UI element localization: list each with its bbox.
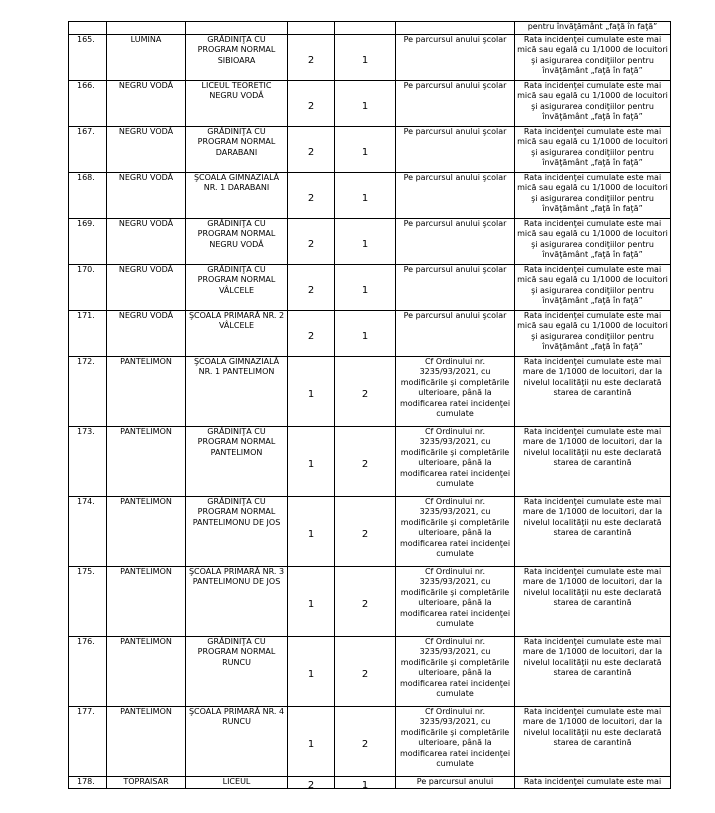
period-cell: Pe parcursul anului — [396, 777, 515, 789]
school-cell: ŞCOALA PRIMARĂ NR. 3 PANTELIMONU DE JOS — [186, 567, 288, 637]
incidence-rate-cell: Rata incidenţei cumulate este mai — [515, 777, 671, 789]
column-4-cell: 2 — [288, 81, 335, 127]
table-row — [69, 265, 671, 311]
row-number: 176. — [69, 637, 107, 707]
period-cell: Pe parcursul anului şcolar — [396, 81, 515, 127]
period-cell: Cf Ordinului nr. 3235/93/2021, cu modificările şi completările ulterioare, până la modificarea ratei incidenţei cumulate — [396, 427, 515, 497]
locality-cell: PANTELIMON — [107, 567, 186, 637]
school-cell: LICEUL — [186, 777, 288, 789]
column-5-cell: 1 — [335, 173, 396, 219]
table-row — [69, 497, 671, 567]
incidence-rate-cell: Rata incidenţei cumulate este mai mare de 1/1000 de locuitori, dar la nivelul localităţii nu este declarată starea de carantină — [515, 637, 671, 707]
school-cell: ŞCOALA GIMNAZIALĂ NR. 1 PANTELIMON — [186, 357, 288, 427]
column-5-cell: 2 — [335, 707, 396, 777]
row-number: 174. — [69, 497, 107, 567]
period-cell: Pe parcursul anului şcolar — [396, 127, 515, 173]
period-cell — [396, 22, 515, 35]
schools-table — [68, 21, 671, 789]
row-number: 178. — [69, 777, 107, 789]
school-cell: LICEUL TEORETIC NEGRU VODĂ — [186, 81, 288, 127]
table-row — [69, 427, 671, 497]
school-cell: ŞCOALA PRIMARĂ NR. 4 RUNCU — [186, 707, 288, 777]
locality-cell: NEGRU VODĂ — [107, 127, 186, 173]
locality-cell: LUMINA — [107, 35, 186, 81]
row-number: 173. — [69, 427, 107, 497]
table-row — [69, 637, 671, 707]
column-4-cell — [288, 22, 335, 35]
incidence-rate-cell: Rata incidenţei cumulate este mai mică sau egală cu 1/1000 de locuitori şi asigurarea condiţiilor pentru învăţământ „faţă în faţă” — [515, 127, 671, 173]
column-4-cell: 2 — [288, 265, 335, 311]
school-cell: ŞCOALA PRIMARĂ NR. 2 VÂLCELE — [186, 311, 288, 357]
incidence-rate-cell: Rata incidenţei cumulate este mai mare de 1/1000 de locuitori, dar la nivelul localităţii nu este declarată starea de carantină — [515, 567, 671, 637]
table-row — [69, 777, 671, 789]
table-row — [69, 35, 671, 81]
column-4-cell: 1 — [288, 567, 335, 637]
column-4-cell: 2 — [288, 777, 335, 789]
school-cell: ŞCOALA GIMNAZIALĂ NR. 1 DARABANI — [186, 173, 288, 219]
locality-cell: PANTELIMON — [107, 497, 186, 567]
column-4-cell: 2 — [288, 219, 335, 265]
locality-cell: TOPRAISAR — [107, 777, 186, 789]
school-cell: GRĂDINIŢA CU PROGRAM NORMAL SIBIOARA — [186, 35, 288, 81]
locality-cell: NEGRU VODĂ — [107, 311, 186, 357]
locality-cell — [107, 22, 186, 35]
column-5-cell: 1 — [335, 265, 396, 311]
incidence-rate-cell: Rata incidenţei cumulate este mai mare de 1/1000 de locuitori, dar la nivelul localităţii nu este declarată starea de carantină — [515, 357, 671, 427]
column-5-cell: 2 — [335, 567, 396, 637]
incidence-rate-cell: Rata incidenţei cumulate este mai mică sau egală cu 1/1000 de locuitori şi asigurarea condiţiilor pentru învăţământ „faţă în faţă” — [515, 35, 671, 81]
period-cell: Pe parcursul anului şcolar — [396, 35, 515, 81]
period-cell: Cf Ordinului nr. 3235/93/2021, cu modificările şi completările ulterioare, până la modificarea ratei incidenţei cumulate — [396, 637, 515, 707]
table-row — [69, 127, 671, 173]
locality-cell: PANTELIMON — [107, 637, 186, 707]
incidence-rate-cell: Rata incidenţei cumulate este mai mică sau egală cu 1/1000 de locuitori şi asigurarea condiţiilor pentru învăţământ „faţă în faţă” — [515, 81, 671, 127]
incidence-rate-cell: Rata incidenţei cumulate este mai mică sau egală cu 1/1000 de locuitori şi asigurarea condiţiilor pentru învăţământ „faţă în faţă” — [515, 265, 671, 311]
period-cell: Cf Ordinului nr. 3235/93/2021, cu modificările şi completările ulterioare, până la modificarea ratei incidenţei cumulate — [396, 497, 515, 567]
period-cell: Cf Ordinului nr. 3235/93/2021, cu modificările şi completările ulterioare, până la modificarea ratei incidenţei cumulate — [396, 567, 515, 637]
column-5-cell: 1 — [335, 127, 396, 173]
school-cell: GRĂDINIŢA CU PROGRAM NORMAL VÂLCELE — [186, 265, 288, 311]
school-cell: GRĂDINIŢA CU PROGRAM NORMAL RUNCU — [186, 637, 288, 707]
locality-cell: PANTELIMON — [107, 427, 186, 497]
row-number: 172. — [69, 357, 107, 427]
locality-cell: NEGRU VODĂ — [107, 173, 186, 219]
period-cell: Pe parcursul anului şcolar — [396, 311, 515, 357]
period-cell: Cf Ordinului nr. 3235/93/2021, cu modificările şi completările ulterioare, până la modificarea ratei incidenţei cumulate — [396, 707, 515, 777]
incidence-rate-cell: Rata incidenţei cumulate este mai mică sau egală cu 1/1000 de locuitori şi asigurarea condiţiilor pentru învăţământ „faţă în faţă” — [515, 311, 671, 357]
column-5-cell: 2 — [335, 357, 396, 427]
column-4-cell: 2 — [288, 173, 335, 219]
period-cell: Pe parcursul anului şcolar — [396, 173, 515, 219]
row-number: 169. — [69, 219, 107, 265]
row-number: 177. — [69, 707, 107, 777]
school-cell: GRĂDINIŢA CU PROGRAM NORMAL PANTELIMON — [186, 427, 288, 497]
locality-cell: PANTELIMON — [107, 707, 186, 777]
locality-cell: PANTELIMON — [107, 357, 186, 427]
school-cell: GRĂDINIŢA CU PROGRAM NORMAL DARABANI — [186, 127, 288, 173]
locality-cell: NEGRU VODĂ — [107, 81, 186, 127]
row-number: 167. — [69, 127, 107, 173]
incidence-rate-cell: Rata incidenţei cumulate este mai mare de 1/1000 de locuitori, dar la nivelul localităţii nu este declarată starea de carantină — [515, 707, 671, 777]
table-row — [69, 81, 671, 127]
school-cell — [186, 22, 288, 35]
column-5-cell: 1 — [335, 219, 396, 265]
period-cell: Pe parcursul anului şcolar — [396, 265, 515, 311]
locality-cell: NEGRU VODĂ — [107, 219, 186, 265]
incidence-rate-cell: Rata incidenţei cumulate este mai mică sau egală cu 1/1000 de locuitori şi asigurarea condiţiilor pentru învăţământ „faţă în faţă” — [515, 173, 671, 219]
column-4-cell: 1 — [288, 357, 335, 427]
period-cell: Cf Ordinului nr. 3235/93/2021, cu modificările şi completările ulterioare, până la modificarea ratei incidenţei cumulate — [396, 357, 515, 427]
incidence-rate-cell: pentru învăţământ „faţă în faţă” — [515, 22, 671, 35]
locality-cell: NEGRU VODĂ — [107, 265, 186, 311]
column-4-cell: 1 — [288, 427, 335, 497]
table-row — [69, 22, 671, 35]
row-number: 170. — [69, 265, 107, 311]
incidence-rate-cell: Rata incidenţei cumulate este mai mică sau egală cu 1/1000 de locuitori şi asigurarea condiţiilor pentru învăţământ „faţă în faţă” — [515, 219, 671, 265]
column-4-cell: 2 — [288, 127, 335, 173]
table-row — [69, 567, 671, 637]
row-number: 166. — [69, 81, 107, 127]
table-row — [69, 311, 671, 357]
column-4-cell: 2 — [288, 311, 335, 357]
column-4-cell: 1 — [288, 707, 335, 777]
column-5-cell: 2 — [335, 427, 396, 497]
column-5-cell: 2 — [335, 497, 396, 567]
incidence-rate-cell: Rata incidenţei cumulate este mai mare de 1/1000 de locuitori, dar la nivelul localităţii nu este declarată starea de carantină — [515, 427, 671, 497]
school-cell: GRĂDINIŢA CU PROGRAM NORMAL NEGRU VODĂ — [186, 219, 288, 265]
column-5-cell — [335, 22, 396, 35]
column-5-cell: 1 — [335, 777, 396, 789]
row-number: 165. — [69, 35, 107, 81]
row-number — [69, 22, 107, 35]
column-4-cell: 1 — [288, 497, 335, 567]
column-5-cell: 2 — [335, 637, 396, 707]
table-row — [69, 173, 671, 219]
row-number: 171. — [69, 311, 107, 357]
school-cell: GRĂDINIŢA CU PROGRAM NORMAL PANTELIMONU DE JOS — [186, 497, 288, 567]
period-cell: Pe parcursul anului şcolar — [396, 219, 515, 265]
table-row — [69, 357, 671, 427]
column-5-cell: 1 — [335, 81, 396, 127]
row-number: 175. — [69, 567, 107, 637]
incidence-rate-cell: Rata incidenţei cumulate este mai mare de 1/1000 de locuitori, dar la nivelul localităţii nu este declarată starea de carantină — [515, 497, 671, 567]
table-row — [69, 707, 671, 777]
column-5-cell: 1 — [335, 35, 396, 81]
column-4-cell: 1 — [288, 637, 335, 707]
column-5-cell: 1 — [335, 311, 396, 357]
table-row — [69, 219, 671, 265]
column-4-cell: 2 — [288, 35, 335, 81]
row-number: 168. — [69, 173, 107, 219]
